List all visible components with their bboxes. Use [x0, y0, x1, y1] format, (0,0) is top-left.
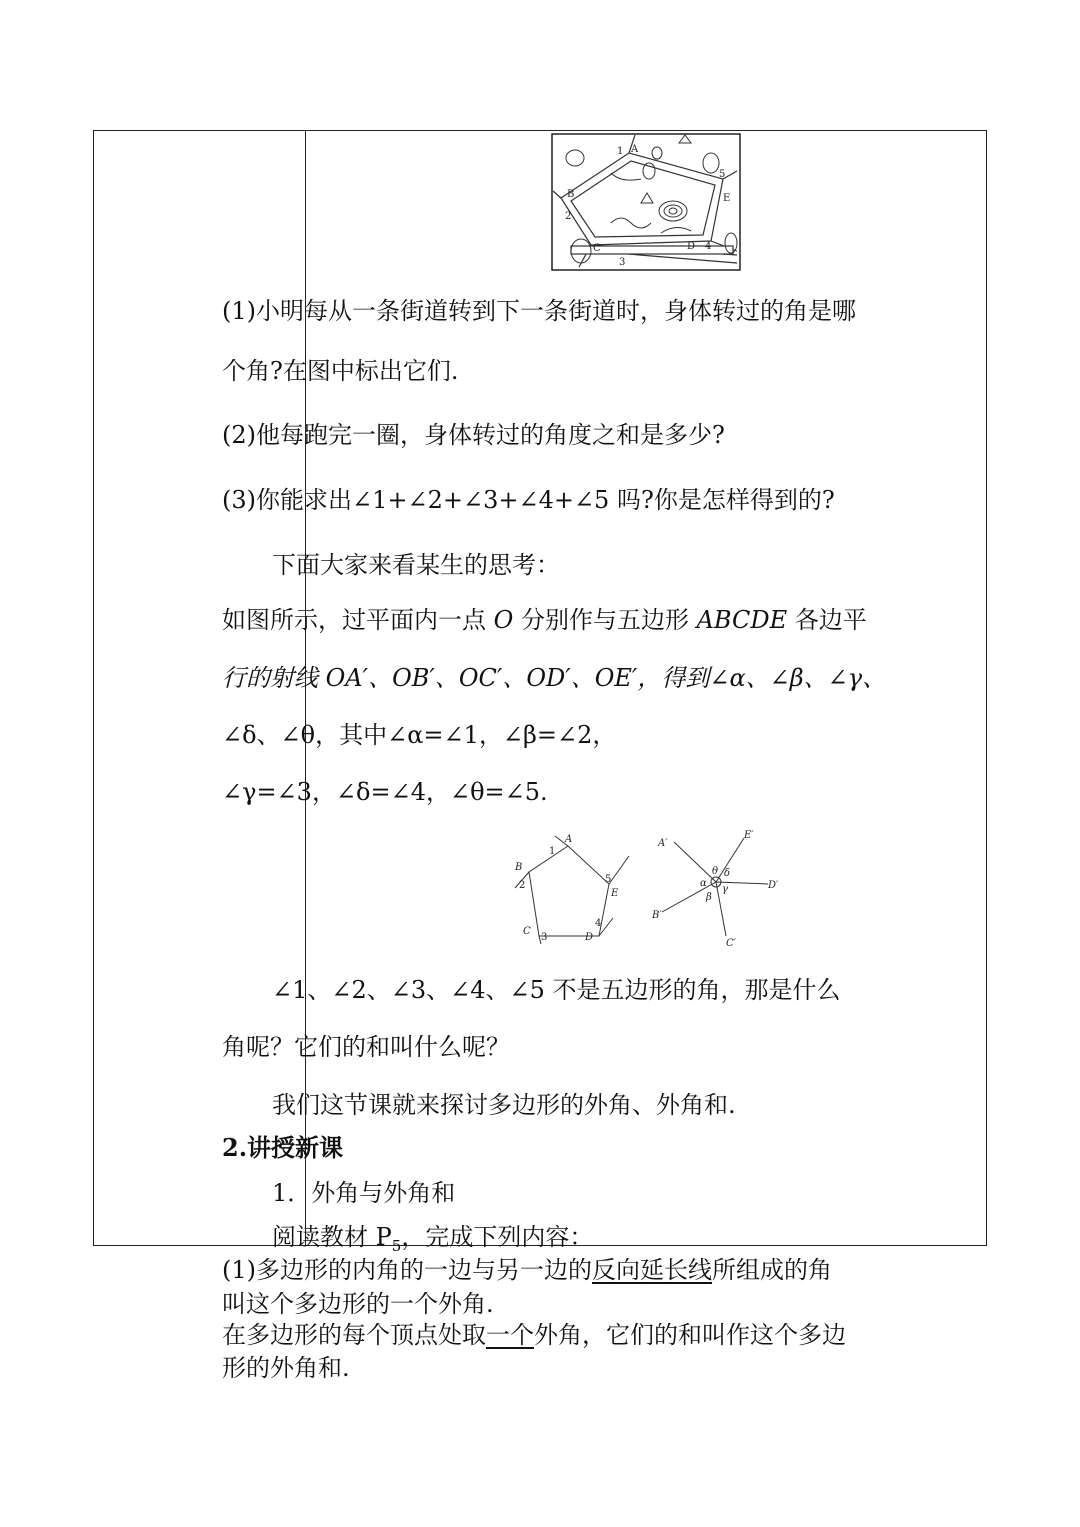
ray-label-E: E′ — [744, 830, 754, 841]
question-1-line-b: 个角?在图中标出它们. — [222, 357, 459, 385]
definition-2-line-a — [222, 1320, 846, 1350]
map-label-5: 5 — [719, 169, 726, 180]
map-label-4: 4 — [705, 241, 712, 252]
map-label-B: B — [567, 189, 575, 200]
polygon-name: ABCDE — [696, 606, 788, 634]
read-subscript: 5 — [391, 1236, 402, 1255]
pent-label-4: 4 — [595, 918, 602, 929]
def-text: (1)多边形的内角的一边与另一边的 — [222, 1256, 592, 1284]
ray-label-D: D′ — [768, 880, 779, 891]
map-label-D: D — [687, 241, 696, 252]
pent-label-D: D — [585, 932, 594, 943]
def-blank-answer: 反向延长线 — [592, 1256, 712, 1284]
read-text: 阅读教材 P — [272, 1223, 392, 1251]
def-text: 在多边形的每个顶点处取 — [222, 1321, 486, 1349]
ray-label-A: A′ — [658, 838, 668, 849]
think-intro: 下面大家来看某生的思考： — [272, 551, 560, 579]
after-figure-line-a: ∠1、∠2、∠3、∠4、∠5 不是五边形的角，那是什么 — [272, 976, 841, 1004]
pentagon-exterior-angle-figure — [505, 826, 635, 946]
explore-line: 我们这节课就来探讨多边形的外角、外角和. — [272, 1091, 736, 1119]
definition-1-line-b: 叫这个多边形的一个外角. — [222, 1290, 494, 1318]
definition-2-line-b: 形的外角和. — [222, 1354, 350, 1382]
pent-label-2: 2 — [519, 880, 526, 891]
angle-gamma: γ — [722, 884, 728, 895]
angle-delta: δ — [724, 868, 731, 879]
subsection-1-heading: 1．外角与外角和 — [272, 1179, 456, 1207]
pent-label-A: A — [565, 834, 573, 845]
section-2-heading: 2.讲授新课 — [222, 1133, 344, 1162]
angle-theta: θ — [712, 866, 719, 877]
angle-beta: β — [706, 892, 712, 903]
def-text: 所组成的角 — [712, 1256, 832, 1284]
pent-label-5: 5 — [605, 874, 612, 885]
ray-label-B: B′ — [652, 910, 662, 921]
para-text: 如图所示，过平面内一点 — [222, 606, 494, 634]
park-map-figure — [551, 133, 741, 271]
question-3: (3)你能求出∠1+∠2+∠3+∠4+∠5 吗?你是怎样得到的? — [222, 486, 835, 514]
pent-label-E: E — [611, 888, 619, 899]
angle-alpha: α — [700, 878, 707, 889]
parallel-rays-figure — [650, 826, 790, 951]
pent-label-1: 1 — [549, 846, 556, 857]
para-line-3: ∠δ、∠θ，其中∠α=∠1，∠β=∠2， — [222, 721, 617, 749]
pent-label-B: B — [515, 862, 523, 873]
map-label-1: 1 — [617, 146, 624, 157]
para-line-1 — [222, 605, 867, 635]
para-line-2: 行的射线 OA′、OB′、OC′、OD′、OE′，得到∠α、∠β、∠γ、 — [222, 664, 887, 692]
ray-label-C: C′ — [726, 938, 736, 949]
para-text: 分别作与五边形 — [513, 606, 697, 634]
map-label-2: 2 — [565, 211, 572, 222]
read-text: ，完成下列内容： — [401, 1223, 594, 1251]
map-label-C: C — [593, 243, 601, 254]
pent-label-C: C — [523, 926, 531, 937]
pent-label-3: 3 — [541, 932, 548, 943]
question-1-line-a: (1)小明每从一条街道转到下一条街道时，身体转过的角是哪 — [222, 297, 856, 325]
definition-1-line-a — [222, 1255, 832, 1285]
question-2: (2)他每跑完一圈，身体转过的角度之和是多少? — [222, 421, 725, 449]
map-label-3: 3 — [619, 257, 626, 268]
map-label-E: E — [723, 193, 731, 204]
para-text: 各边平 — [787, 606, 867, 634]
map-label-A: A — [631, 144, 639, 155]
def-blank-answer: 一个 — [486, 1321, 534, 1349]
para-line-4: ∠γ=∠3，∠δ=∠4，∠θ=∠5. — [222, 778, 548, 806]
after-figure-line-b: 角呢？它们的和叫什么呢？ — [222, 1033, 510, 1061]
def-text: 外角，它们的和叫作这个多边 — [534, 1321, 846, 1349]
point-O: O — [493, 606, 514, 634]
